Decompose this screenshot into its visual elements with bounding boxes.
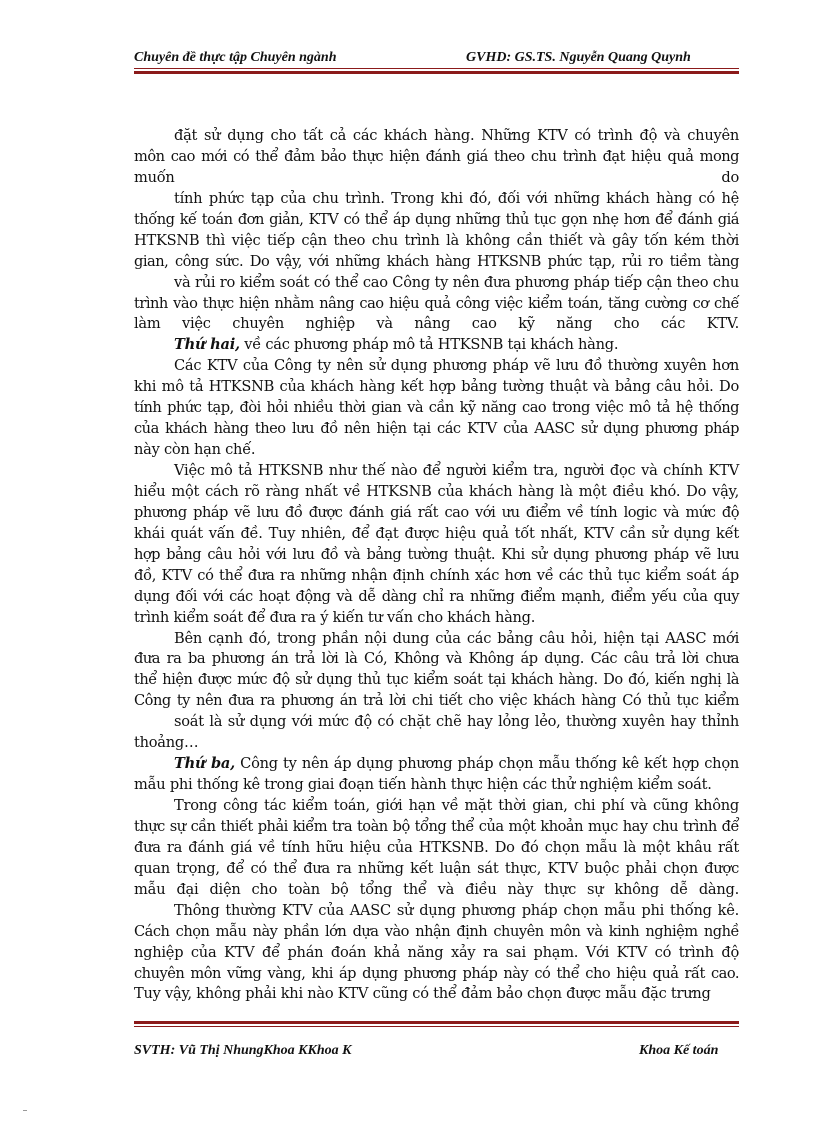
- text-line: thực sự cần thiết phải kiểm tra toàn bộ tổng thể của một khoản mục hay chu trình để: [134, 817, 739, 835]
- text-line: soát là sử dụng với mức độ có chặt chẽ hay lỏng lẻo, thường xuyên hay thỉnh: [174, 713, 739, 731]
- header-doc-title: Chuyên đề thực tập Chuyên ngành: [134, 50, 337, 65]
- header-rule-thick: [134, 71, 739, 74]
- body-text: [134, 126, 739, 1005]
- text-line: thống kế toán đơn giản, KTV có thể áp dụng những thủ tục gọn nhẹ hơn để đánh giá: [134, 210, 739, 228]
- text-line: của khách hàng theo lưu đồ nên hiện tại các KTV của AASC sử dụng phương pháp: [134, 420, 739, 438]
- text-line: môn cao mới có thể đảm bảo thực hiện đánh giá theo chu trình đạt hiệu quả mong: [134, 147, 739, 165]
- text-line: Bên cạnh đó, trong phần nội dung của các bảng câu hỏi, hiện tại AASC mới: [174, 629, 739, 647]
- text-line: Trong công tác kiểm toán, giới hạn về mặt thời gian, chi phí và cũng không: [174, 797, 739, 814]
- text-line: quan trọng, để có thể đưa ra những kết luận sát thực, KTV buộc phải chọn được: [134, 859, 739, 877]
- header-rule-thin: [134, 68, 739, 69]
- text-line: tính phức tạp của chu trình. Trong khi đó, đối với những khách hàng có hệ: [174, 189, 739, 207]
- text-fragment: muốn: [134, 168, 175, 186]
- emphasis-text: Thứ hai,: [174, 336, 240, 354]
- text-fragment: Công ty nên áp dụng phương pháp chọn mẫu thống kê kết hợp chọn: [234, 755, 740, 773]
- text-line: đồ, KTV có thể đưa ra những nhận định chính xác hơn về các thủ tục kiểm soát áp: [134, 566, 739, 584]
- text-line: hợp bảng câu hỏi với lưu đồ và bảng tường thuật. Khi sử dụng phương pháp vẽ lưu: [134, 545, 739, 563]
- text-line: thoảng…: [134, 734, 199, 752]
- footer-student: SVTH: Vũ Thị NhungKhoa KKhoa K: [134, 1043, 352, 1058]
- text-line: [134, 168, 739, 189]
- text-line: HTKSNB thì việc tiếp cận theo chu trình là không cần thiết và gây tốn kém thời: [134, 231, 739, 249]
- text-fragment: do: [721, 168, 739, 186]
- text-line: đưa ra ba phương án trả lời là Có, Không và Không áp dụng. Các câu trả lời chưa: [134, 650, 739, 668]
- text-line: đưa ra đánh giá về tính hữu hiệu của HTKSNB. Do đó chọn mẫu là một khâu rất: [134, 838, 739, 856]
- text-line: trình vào thực hiện nhằm nâng cao hiệu quả công việc kiểm toán, tăng cường cơ chế: [134, 294, 739, 312]
- text-line: phương pháp vẽ lưu đồ được đánh giá rất cao với ưu điểm về tính logic và mức độ: [134, 503, 739, 521]
- text-line: mẫu đại diện cho toàn bộ tổng thể và điều này thực sự không dễ dàng.: [134, 880, 739, 898]
- text-line: dụng đối với các hoạt động và dễ dàng chỉ ra những điểm mạnh, điểm yếu của quy: [134, 587, 739, 605]
- text-line: Việc mô tả HTKSNB như thế nào để người kiểm tra, người đọc và chính KTV: [174, 462, 739, 479]
- text-line: hiểu một cách rõ ràng nhất về HTKSNB của khách hàng là một điều khó. Do vậy,: [134, 482, 739, 500]
- text-fragment: về các phương pháp mô tả HTKSNB tại khách hàng.: [239, 336, 619, 354]
- text-line: khi mô tả HTKSNB của khách hàng kết hợp bảng tường thuật và bảng câu hỏi. Do: [134, 378, 739, 396]
- emphasis-text: Thứ ba,: [174, 755, 235, 773]
- text-line: chuyên môn vững vàng, khi áp dụng phương pháp này có thể cho hiệu quả rất cao.: [134, 964, 739, 982]
- page-corner-mark: [23, 1110, 27, 1111]
- text-line: gian, công sức. Do vậy, với những khách hàng HTKSNB phức tạp, rủi ro tiềm tàng: [134, 252, 739, 270]
- text-line: mẫu phi thống kê trong giai đoạn tiến hành thực hiện các thử nghiệm kiểm soát.: [134, 776, 712, 794]
- footer-rule-thin: [134, 1026, 739, 1027]
- text-line: trình kiểm soát để đưa ra ý kiến tư vấn cho khách hàng.: [134, 608, 536, 626]
- text-line: [134, 335, 739, 356]
- text-line: [134, 754, 739, 775]
- text-line: tính phức tạp, đòi hỏi nhiều thời gian và cần kỹ năng cao trong việc mô tả hệ thống: [134, 399, 739, 417]
- text-line: Công ty nên đưa ra phương án trả lời chi tiết cho việc khách hàng Có thủ tục kiểm: [134, 692, 739, 710]
- text-line: nghiệp của KTV để phán đoán khả năng xảy ra sai phạm. Với KTV có trình độ: [134, 943, 739, 961]
- text-line: và rủi ro kiểm soát có thể cao Công ty nên đưa phương pháp tiếp cận theo chu: [174, 273, 739, 291]
- text-line: Các KTV của Công ty nên sử dụng phương pháp vẽ lưu đồ thường xuyên hơn: [174, 357, 739, 375]
- footer-rule-thick: [134, 1021, 739, 1024]
- text-line: thể hiện được mức độ sử dụng thủ tục kiểm soát tại khách hàng. Do đó, kiến nghị là: [134, 671, 739, 689]
- footer-department: Khoa Kế toán: [639, 1043, 719, 1058]
- text-line: đặt sử dụng cho tất cả các khách hàng. Những KTV có trình độ và chuyên: [174, 127, 739, 144]
- text-line: Cách chọn mẫu này phần lớn dựa vào nhận định chuyên môn và kinh nghiệm nghề: [134, 922, 739, 940]
- header-supervisor: GVHD: GS.TS. Nguyễn Quang Quynh: [466, 50, 691, 65]
- text-line: này còn hạn chế.: [134, 441, 256, 459]
- text-line: khái quát vấn đề. Tuy nhiên, để đạt được hiệu quả tốt nhất, KTV cần sử dụng kết: [134, 524, 739, 542]
- text-line: Tuy vậy, không phải khi nào KTV cũng có thể đảm bảo chọn được mẫu đặc trưng: [134, 985, 711, 1003]
- text-line: làm việc chuyên nghiệp và nâng cao kỹ năng cho các KTV.: [134, 315, 739, 333]
- text-line: Thông thường KTV của AASC sử dụng phương pháp chọn mẫu phi thống kê.: [174, 901, 739, 919]
